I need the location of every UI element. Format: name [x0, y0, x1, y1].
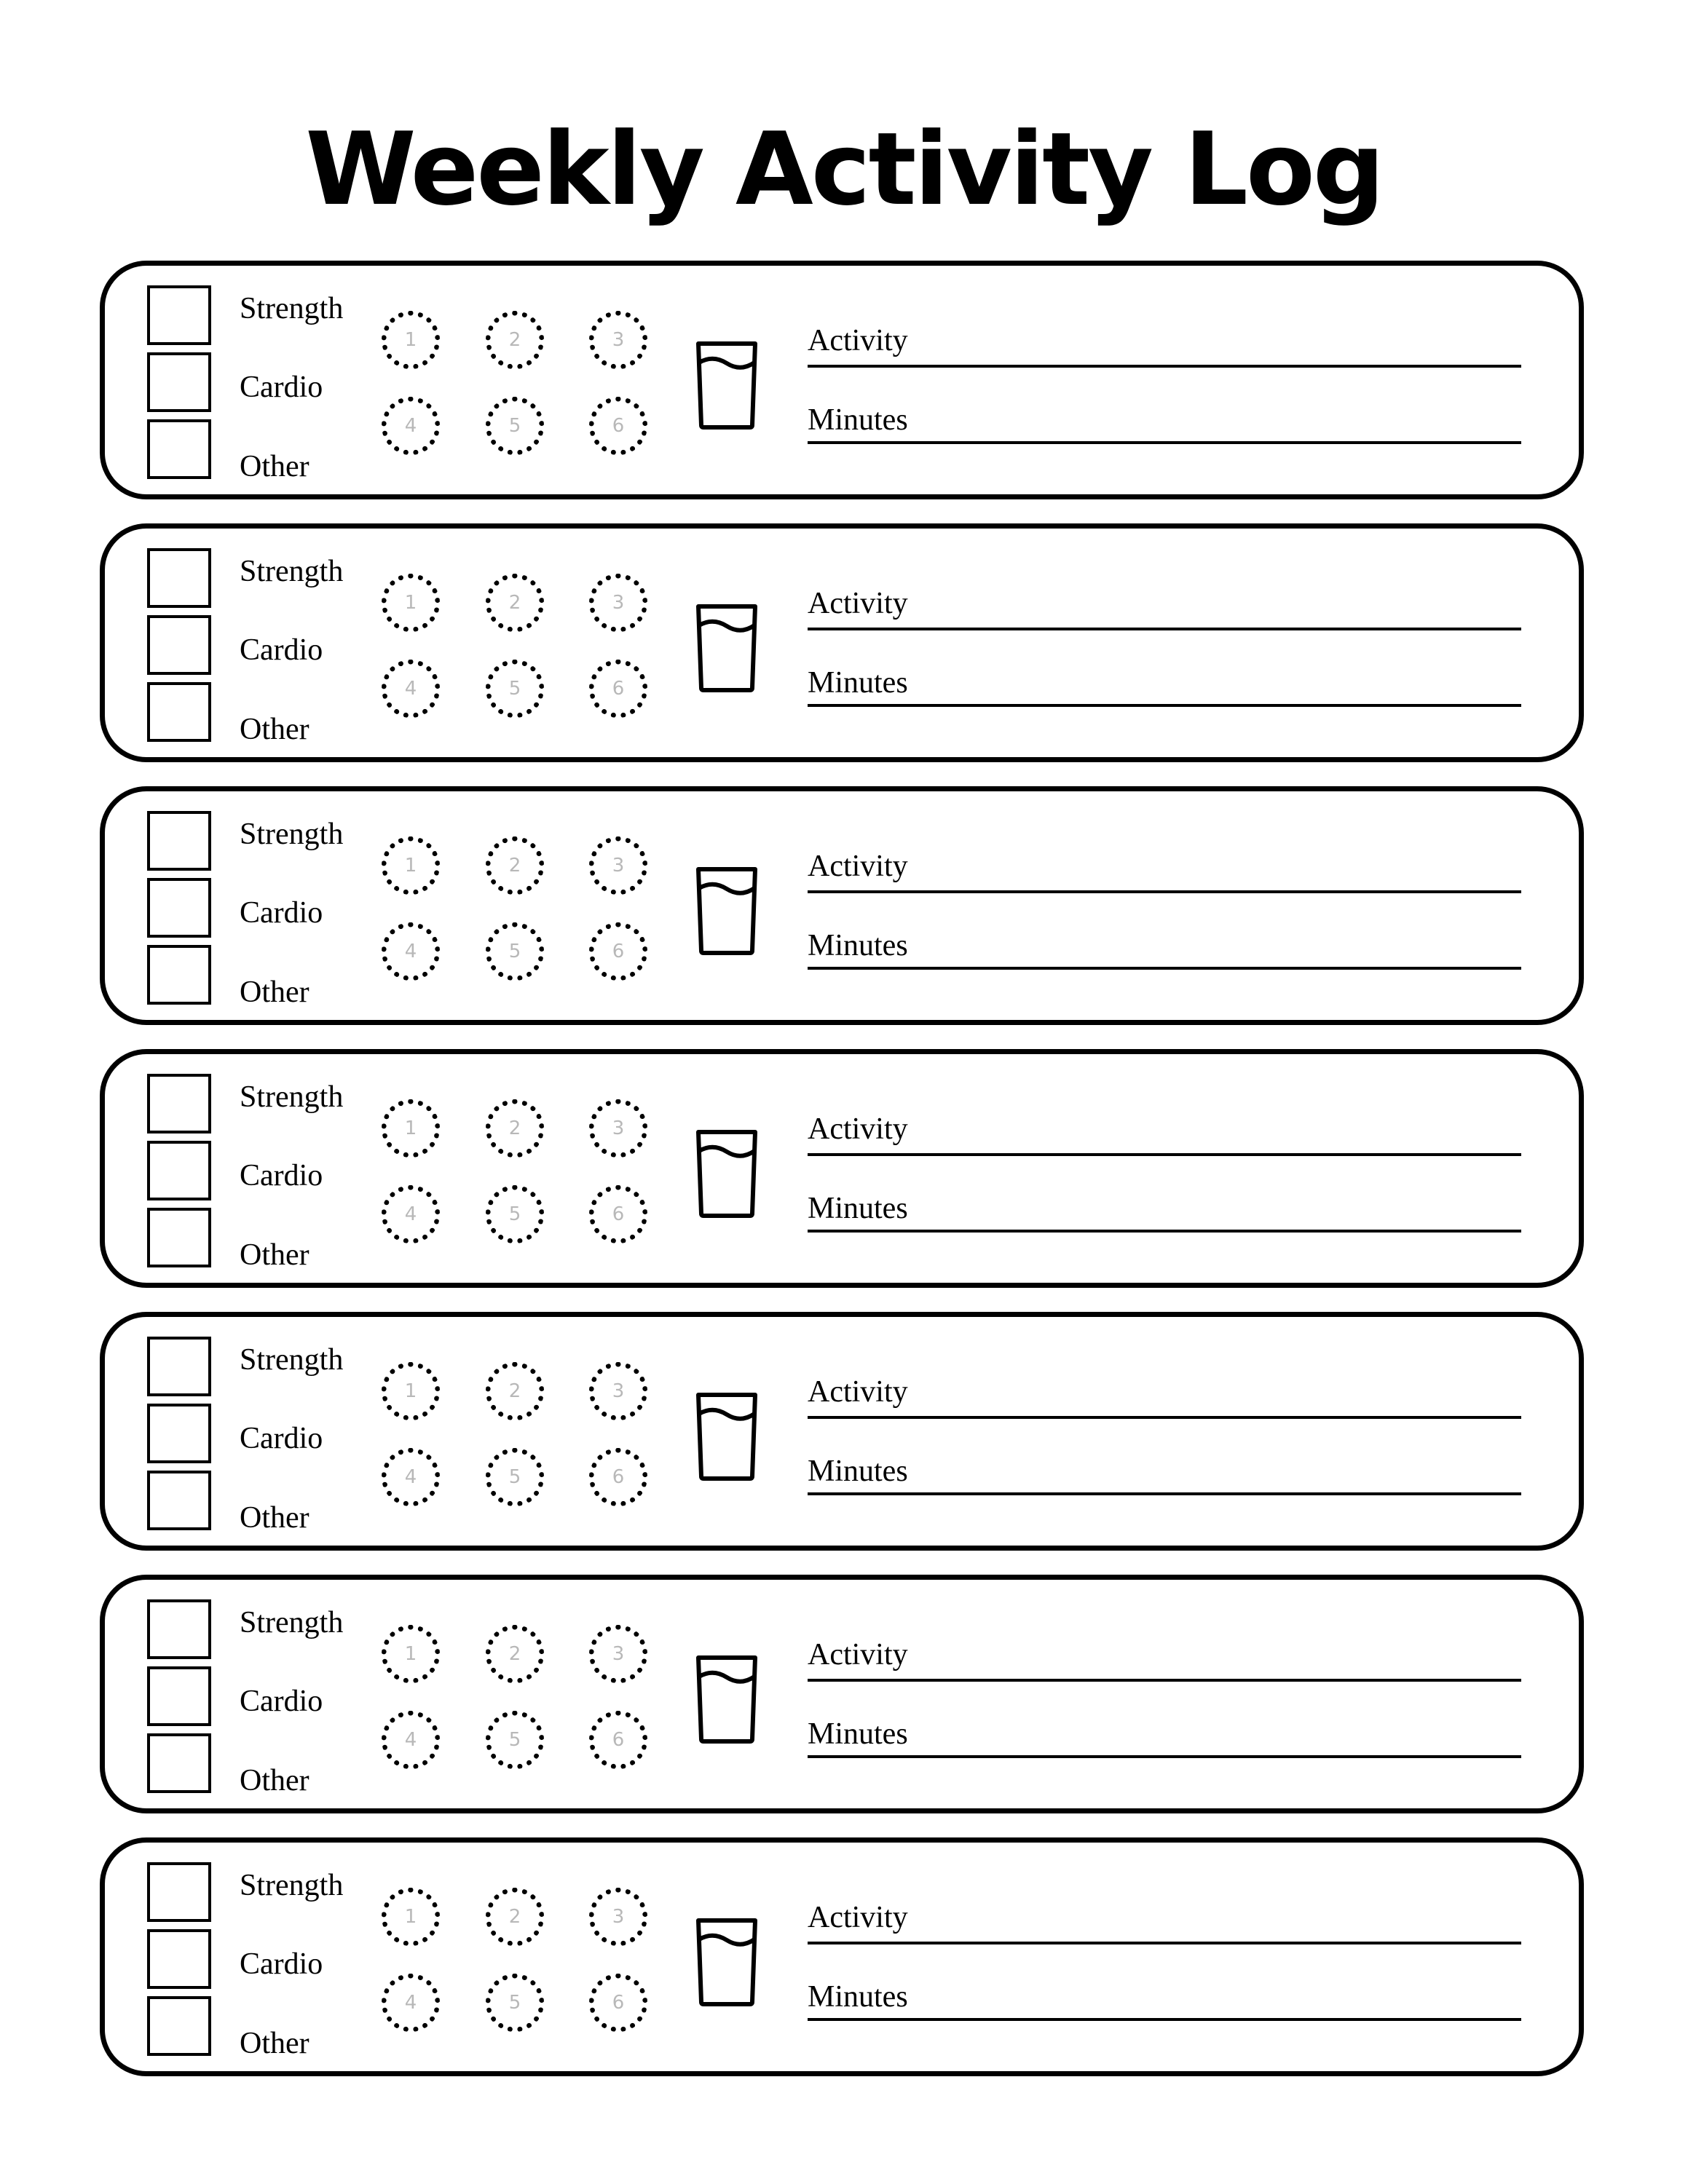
water-glass-icon[interactable] [695, 1918, 759, 2006]
rep-circle-4[interactable]: 4 [382, 660, 440, 718]
cardio-checkbox[interactable] [147, 1929, 211, 1989]
cardio-label: Cardio [240, 896, 323, 930]
day-entry-row [100, 1312, 1584, 1551]
activity-label: Activity [808, 324, 908, 357]
rep-circle-4[interactable]: 4 [382, 1974, 440, 2032]
activity-input-line[interactable] [808, 365, 1521, 368]
minutes-label: Minutes [808, 1192, 908, 1225]
cardio-label: Cardio [240, 1422, 323, 1455]
day-entry-row [100, 523, 1584, 762]
rep-circle-4[interactable]: 4 [382, 1448, 440, 1506]
rep-circle-3[interactable]: 3 [589, 1099, 647, 1158]
cardio-label: Cardio [240, 1159, 323, 1192]
rep-circle-6[interactable]: 6 [589, 1185, 647, 1243]
water-glass-icon[interactable] [695, 1392, 759, 1481]
cardio-label: Cardio [240, 633, 323, 667]
rep-circle-5[interactable]: 5 [486, 1711, 544, 1769]
other-checkbox[interactable] [147, 945, 211, 1005]
other-label: Other [240, 2027, 309, 2060]
activity-input-line[interactable] [808, 890, 1521, 893]
other-label: Other [240, 1501, 309, 1535]
other-label: Other [240, 450, 309, 483]
rep-circle-2[interactable]: 2 [486, 1625, 544, 1683]
other-label: Other [240, 1238, 309, 1272]
rep-circle-3[interactable]: 3 [589, 1362, 647, 1420]
rep-circle-2[interactable]: 2 [486, 836, 544, 895]
activity-label: Activity [808, 1638, 908, 1671]
rep-circle-2[interactable]: 2 [486, 1362, 544, 1420]
rep-circle-1[interactable]: 1 [382, 1362, 440, 1420]
minutes-label: Minutes [808, 403, 908, 437]
rep-circle-1[interactable]: 1 [382, 574, 440, 632]
rep-circle-2[interactable]: 2 [486, 1888, 544, 1946]
minutes-input-line[interactable] [808, 441, 1521, 444]
rep-circle-3[interactable]: 3 [589, 1888, 647, 1946]
minutes-label: Minutes [808, 1455, 908, 1488]
strength-label: Strength [240, 818, 344, 851]
strength-label: Strength [240, 1080, 344, 1114]
minutes-input-line[interactable] [808, 1492, 1521, 1495]
rep-circle-2[interactable]: 2 [486, 574, 544, 632]
strength-checkbox[interactable] [147, 1862, 211, 1922]
strength-checkbox[interactable] [147, 548, 211, 608]
cardio-checkbox[interactable] [147, 1141, 211, 1200]
strength-checkbox[interactable] [147, 1337, 211, 1396]
cardio-label: Cardio [240, 1947, 323, 1981]
page-title: Weekly Activity Log [305, 111, 1383, 228]
rep-circle-1[interactable]: 1 [382, 1625, 440, 1683]
strength-label: Strength [240, 1869, 344, 1902]
minutes-input-line[interactable] [808, 704, 1521, 707]
minutes-input-line[interactable] [808, 1755, 1521, 1758]
activity-label: Activity [808, 587, 908, 620]
other-checkbox[interactable] [147, 1471, 211, 1530]
minutes-label: Minutes [808, 1980, 908, 2014]
rep-circle-5[interactable]: 5 [486, 1185, 544, 1243]
strength-label: Strength [240, 1606, 344, 1639]
rep-circle-1[interactable]: 1 [382, 311, 440, 369]
rep-circle-5[interactable]: 5 [486, 1974, 544, 2032]
activity-label: Activity [808, 1901, 908, 1934]
strength-label: Strength [240, 292, 344, 325]
rep-circle-6[interactable]: 6 [589, 660, 647, 718]
other-label: Other [240, 976, 309, 1009]
water-glass-icon[interactable] [695, 1655, 759, 1744]
activity-input-line[interactable] [808, 1153, 1521, 1156]
strength-label: Strength [240, 555, 344, 588]
rep-circle-6[interactable]: 6 [589, 1448, 647, 1506]
other-checkbox[interactable] [147, 1996, 211, 2056]
cardio-checkbox[interactable] [147, 1404, 211, 1463]
day-entry-row [100, 786, 1584, 1025]
rep-circle-5[interactable]: 5 [486, 1448, 544, 1506]
minutes-label: Minutes [808, 1717, 908, 1751]
activity-input-line[interactable] [808, 1416, 1521, 1419]
rep-circle-1[interactable]: 1 [382, 836, 440, 895]
cardio-checkbox[interactable] [147, 352, 211, 412]
rep-circle-6[interactable]: 6 [589, 397, 647, 455]
day-entry-row [100, 1837, 1584, 2076]
rep-circle-5[interactable]: 5 [486, 660, 544, 718]
minutes-label: Minutes [808, 666, 908, 700]
minutes-input-line[interactable] [808, 967, 1521, 970]
other-checkbox[interactable] [147, 1208, 211, 1267]
rep-circle-5[interactable]: 5 [486, 397, 544, 455]
rep-circle-4[interactable]: 4 [382, 1711, 440, 1769]
rep-circle-6[interactable]: 6 [589, 922, 647, 981]
other-label: Other [240, 713, 309, 746]
strength-checkbox[interactable] [147, 811, 211, 871]
rep-circle-4[interactable]: 4 [382, 1185, 440, 1243]
activity-input-line[interactable] [808, 628, 1521, 630]
strength-checkbox[interactable] [147, 1074, 211, 1133]
strength-checkbox[interactable] [147, 285, 211, 345]
day-entry-row [100, 1575, 1584, 1813]
cardio-label: Cardio [240, 1685, 323, 1718]
minutes-label: Minutes [808, 929, 908, 962]
rep-circle-3[interactable]: 3 [589, 1625, 647, 1683]
cardio-checkbox[interactable] [147, 615, 211, 675]
cardio-checkbox[interactable] [147, 1666, 211, 1726]
rep-circle-6[interactable]: 6 [589, 1974, 647, 2032]
other-label: Other [240, 1764, 309, 1797]
activity-label: Activity [808, 1375, 908, 1409]
water-glass-icon[interactable] [695, 866, 759, 955]
activity-label: Activity [808, 850, 908, 883]
rep-circle-1[interactable]: 1 [382, 1099, 440, 1158]
cardio-checkbox[interactable] [147, 878, 211, 938]
rep-circle-5[interactable]: 5 [486, 922, 544, 981]
minutes-input-line[interactable] [808, 2018, 1521, 2021]
rep-circle-2[interactable]: 2 [486, 1099, 544, 1158]
rep-circle-3[interactable]: 3 [589, 836, 647, 895]
other-checkbox[interactable] [147, 419, 211, 479]
other-checkbox[interactable] [147, 682, 211, 742]
rep-circle-4[interactable]: 4 [382, 922, 440, 981]
rep-circle-2[interactable]: 2 [486, 311, 544, 369]
cardio-label: Cardio [240, 371, 323, 404]
activity-label: Activity [808, 1112, 908, 1146]
rep-circle-6[interactable]: 6 [589, 1711, 647, 1769]
other-checkbox[interactable] [147, 1733, 211, 1793]
rep-circle-3[interactable]: 3 [589, 311, 647, 369]
rep-circle-3[interactable]: 3 [589, 574, 647, 632]
strength-label: Strength [240, 1343, 344, 1377]
activity-input-line[interactable] [808, 1679, 1521, 1682]
strength-checkbox[interactable] [147, 1599, 211, 1659]
water-glass-icon[interactable] [695, 604, 759, 692]
activity-input-line[interactable] [808, 1942, 1521, 1944]
rep-circle-1[interactable]: 1 [382, 1888, 440, 1946]
minutes-input-line[interactable] [808, 1230, 1521, 1233]
day-entry-row [100, 1049, 1584, 1288]
water-glass-icon[interactable] [695, 1129, 759, 1218]
day-entry-row [100, 261, 1584, 499]
water-glass-icon[interactable] [695, 341, 759, 430]
rep-circle-4[interactable]: 4 [382, 397, 440, 455]
